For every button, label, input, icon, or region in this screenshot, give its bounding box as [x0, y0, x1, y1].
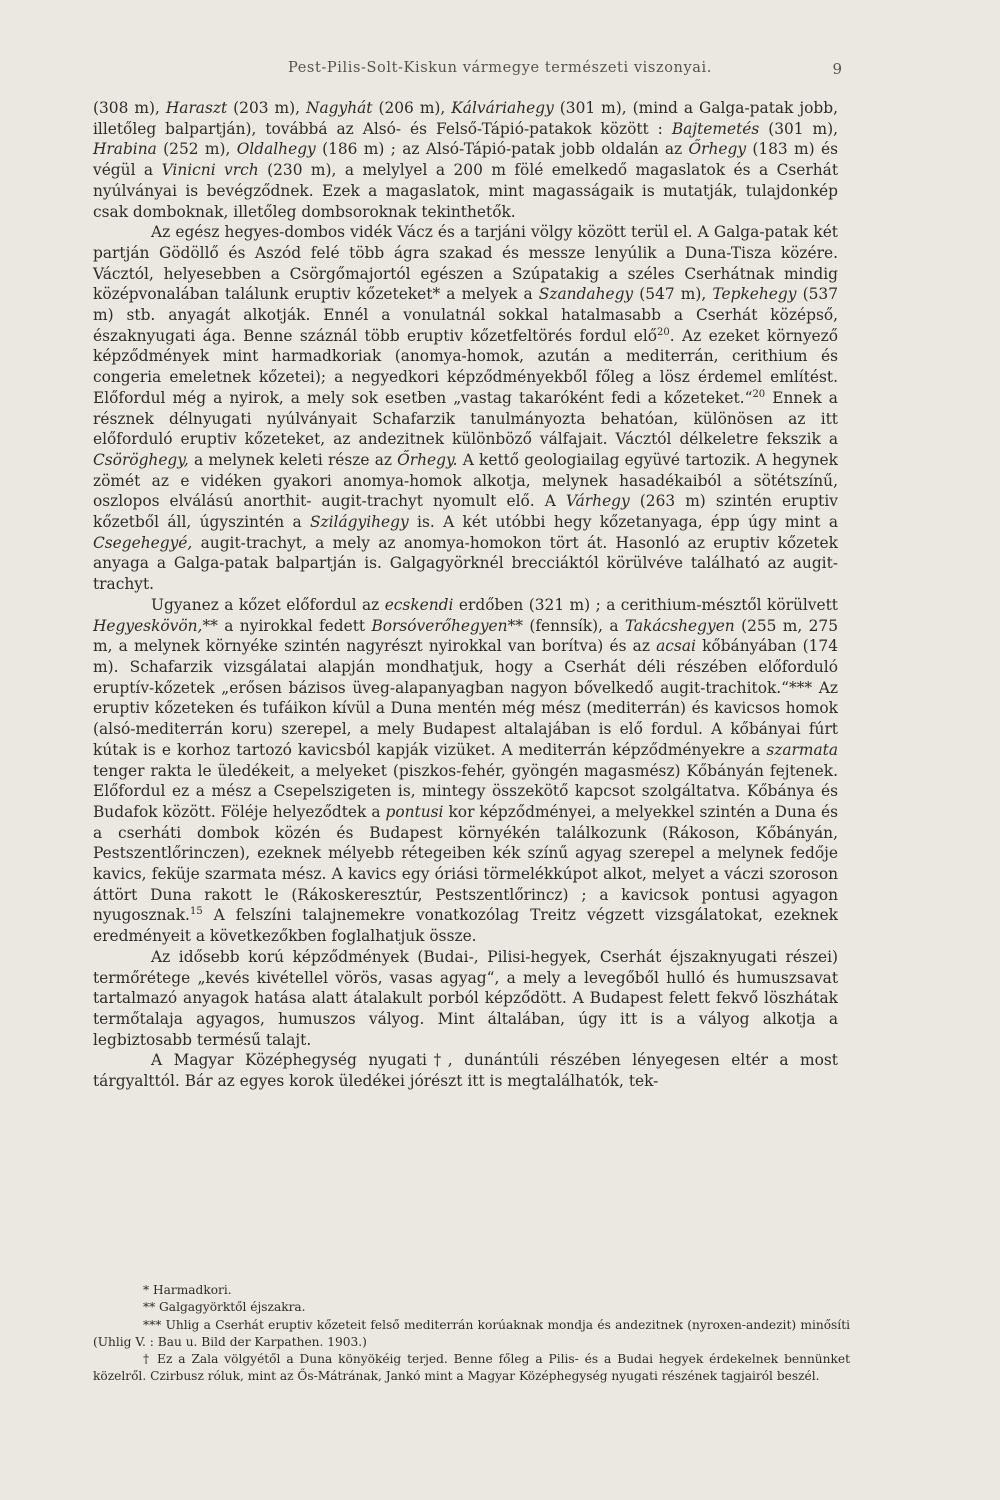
footnote-3: *** Uhlig a Cserhát eruptiv kőzeteit felső mediterrán korúaknak mondja és andezitnek (nyroxen-andezit) minősíti (Uhlig V. : Bau u. Bild der Karpathen. 1903.): [93, 1317, 850, 1349]
italic-term: Tepkehegy: [712, 285, 797, 304]
reference-number: 20: [657, 326, 670, 338]
italic-term: Szilágyihegy: [309, 513, 409, 532]
footnote-2: ** Galgagyörktől éjszakra.: [143, 1300, 306, 1315]
italic-term: pontusi: [385, 802, 444, 821]
paragraph-2: Az egész hegyes-dombos vidék Vácz és a tarjáni völgy között terül el. A Galga-patak két partján Gödöllő és Aszód felé több ágra szakad és messze lenyúlik a Duna-Tisza közére. Vácztól, helyesebben a Csörgőmajortól egészen a Szúpatakig a széles Cserhátnak mindig középvonalában találunk eruptiv kőzeteket* a melyek a Szandahegy (547 m), Tepkehegy (537 m) stb. anyagát alkotják. Ennél a vonulatnál sokkal hatalmasabb a Cserhát középső, északnyugati ága. Benne száznál több eruptiv kőzetfeltörés fordul elő$^{20}$. Az ezeket környező képződmények mint harmadkoriak (anomya-homok, azután a mediterrán, cerithium és congeria emeletnek kőzetei); a negyedkori képződményekből főleg a lösz érdemel említést. Előfordul még a nyirok, a mely sok esetben „vastag takaróként fedi a kőzeteket.“$^{20}$ Ennek a résznek délnyugati nyúlványait Schafarzik tanulmányozta behatóan, különösen az itt előforduló eruptiv kőzeteket, az andezitnek különböző válfajait. Vácztól délkeletre fekszik a Csöröghegy, a melynek keleti része az Őrhegy. A kettő geologiailag együvé tartozik. A hegynek zömét az e vidéken gyakori anomya-homok alkotja, melynek hasadékaiból a sötétszínű, oszlopos elválású anorthit- augit-trachyt nyomult elő. A Várhegy (263 m) szintén eruptiv kőzetből áll, úgyszintén a Szilágyihegy is. A két utóbbi hegy kőzetanyaga, épp úgy mint a Csegehegyé, augit-trachyt, a mely az anomya-homokon tört át. Hasonló az eruptiv kőzetek anyaga a Galga-patak balpartján is. Galgagyörknél brecciáktól körülvéve található az augit-trachyt.: [93, 223, 839, 594]
paragraph-5: A Magyar Középhegység nyugati†, dunántúli részében lényegesen eltér a most tárgyalttól. Bár az egyes korok üledékei jórészt itt is megtalálhatók, tek-: [93, 1051, 838, 1091]
italic-term: ecskendi: [384, 595, 454, 614]
italic-term: Szandahegy: [538, 285, 634, 304]
italic-term: acsai: [656, 637, 696, 656]
italic-term: Őrhegy.: [397, 450, 458, 469]
italic-term: Vinicni vrch: [161, 161, 259, 180]
page-number: 9: [832, 60, 842, 78]
header-title: Pest-Pilis-Solt-Kiskun vármegye természeti viszonyai.: [288, 60, 712, 76]
reference-number: 20: [752, 388, 766, 400]
italic-term: Csegehegyé,: [93, 533, 193, 552]
italic-term: Nagyhát: [306, 99, 373, 117]
italic-term: Hrabina: [93, 140, 157, 159]
footnote-1: * Harmadkori.: [143, 1283, 232, 1297]
italic-term: Kálváriahegy: [451, 99, 554, 117]
body-text: [93, 98, 838, 1092]
footnotes: [93, 1282, 850, 1386]
italic-term: Várhegy: [565, 492, 630, 511]
italic-term: szarmata: [766, 740, 838, 759]
reference-number: 15: [189, 906, 203, 918]
italic-term: Oldalhegy: [236, 140, 316, 159]
italic-term: Haraszt: [165, 99, 228, 117]
footnote-4: † Ez a Zala völgyétől a Duna könyökéig terjed. Benne főleg a Pilis- és a Budai hegyek érdekelnek bennünket közelről. Czirbusz róluk, mint az Ős-Mátrának, Jankó mint a Magyar Középhegység nyugati részének tagjairól beszél.: [93, 1352, 850, 1384]
paragraph-3: Ugyanez a kőzet előfordul az ecskendi erdőben (321 m) ; a cerithium-mésztől körülvett Hegyeskövön,** a nyirokkal fedett Borsóverőhegyen** (fennsík), a Takácshegyen (255 m, 275 m, a melynek környéke szintén nagyrészt nyirokkal van borítva) és az acsai kőbányában (174 m). Schafarzik vizsgálatai alapján mondhatjuk, hogy a Cserhát déli részében előforduló eruptív-kőzetek „erősen bázisos üveg-alapanyagban nagyon bővelkedő augit-trachitok.“*** Az eruptiv kőzeteken és tufáikon kívül a Duna mentén még mész (mediterrán) és kavicsos homok (alsó-mediterrán koru) szerepel, a mely Budapest altalajában is elő fordul. A kőbányai fúrt kútak is e korhoz tartozó kavicsból kapják vizüket. A mediterrán képződményekre a szarmata tenger rakta le üledékeit, a melyeket (piszkos-fehér, gyöngén magasmész) Kőbányán fejtenek. Előfordul ez a mész a Csepelszigeten is, mintegy összekötő kapcsot szolgáltatva. Kőbánya és Budafok között. Föléje helyeződtek a pontusi kor képződményei, a melyekkel szintén a Duna és a cserháti dombok közén és Budapest környékén találkozunk (Rákoson, Kőbányán, Pestszentlőrinczen), ezeknek mélyebb rétegeiben kék színű agyag szerepel a melynek fedője kavics, feküje szarmata mész. A kavics egy óriási törmelékkúpot alkot, melyet a váczi szoroson áttört Duna rakott le (Rákoskeresztúr, Pestszentlőrincz) ; a kavicsok pontusi agyagon nyugosznak.$^{15}$ A felszíni talajnemekre vonatkozólag Treitz végzett vizsgálatokat, ezeknek eredményeit a következőkben foglalhatjuk össze.: [93, 595, 838, 946]
paragraph-4: Az idősebb korú képződmények (Budai-, Pilisi-hegyek, Cserhát éjszaknyugati részei) termőrétege „kevés kivétellel vörös, vasas agyag“, a mely a levegőből hulló és humuszsavat tartalmazó anyagok hatása alatt átalakult porból képződött. A Budapest felett fekvő löszhátak termőtalaja agyagos, humuszos vályog. Mint általában, úgy itt is a vályog alkotja a legbiztosabb termésű talajt.: [93, 947, 838, 1049]
italic-term: Őrhegy: [688, 140, 747, 159]
italic-term: Bajtemetés: [671, 119, 760, 138]
italic-term: Hegyeskövön,: [93, 616, 203, 635]
paragraph-1: (308 m), Haraszt (203 m), Nagyhát (206 m), Kálváriahegy (301 m), (mind a Galga-patak jobb, illetőleg balpartján), továbbá az Alsó- és Felső-Tápió-patakok között : Bajtemetés (301 m), Hrabina (252 m), Oldalhegy (186 m) ; az Alsó-Tápió-patak jobb oldalán az Őrhegy (183 m) és végül a Vinicni vrch (230 m), a melylyel a 200 m fölé emelkedő magaslatok és a Cserhát nyúlványai is bevégződnek. Ezek a magaslatok, mint magasságaik is mutatják, tulajdonkép csak domboknak, illetőleg dombsoroknak tekinthetők.: [93, 99, 839, 221]
running-header: [0, 60, 1000, 82]
italic-term: Csöröghegy,: [93, 450, 189, 469]
italic-term: Borsóverőhegyen: [371, 616, 508, 635]
italic-term: Takácshegyen: [624, 616, 735, 635]
